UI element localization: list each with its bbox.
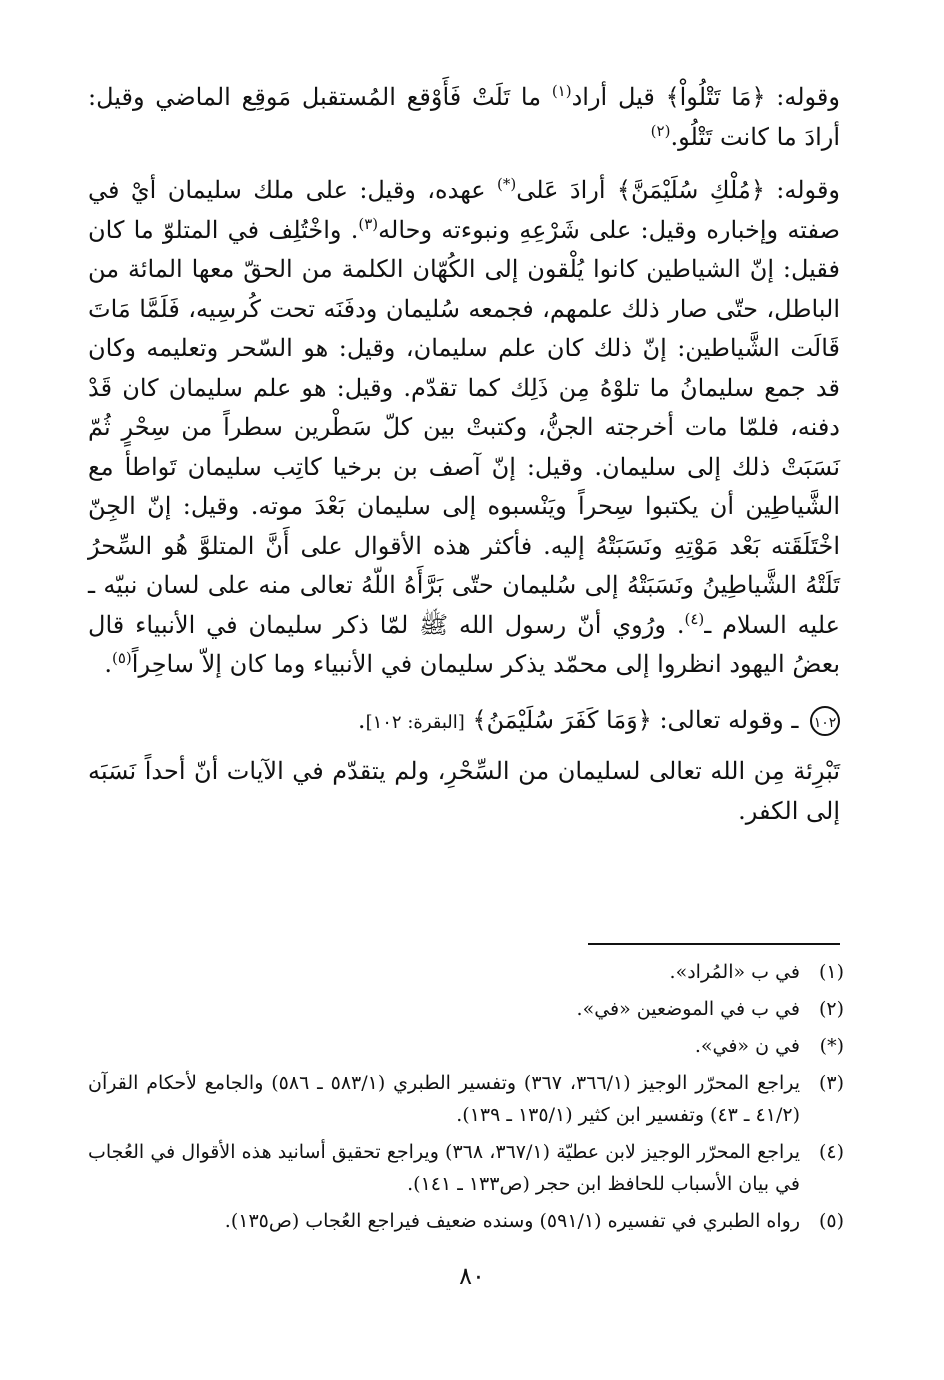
text-run: وقوله: ﴿مُلْكِ سُلَيْمَنَّ﴾ أرادَ عَلى	[516, 176, 841, 204]
main-text	[88, 78, 840, 831]
paragraph-3: تَبْرِئة مِن الله تعالى لسليمان من السِّحْرِ، ولم يتقدّم في الآيات أنّ أحداً نَسَبَه إلى الكفر.	[88, 757, 840, 825]
text-run: . واخْتُلِف في المتلوّ ما كان فقيل: إنّ الشياطين كانوا يُلْقون إلى الكُهّان الكلمة من الحقّ معها المائة من الباطل، حتّى صار ذلك علمهم، فجمعه سُليمان ودفَنَه تحت كُرسِيه، فَلَمَّا مَاتَ قَالَت الشَّياطين: إنّ ذلك كان علم سليمان، وقيل: هو السّحر وتعليمه وكان قد جمع سليمانُ ما تلوْهُ مِن ذَلِك كما تقدّم. وقيل: هو علم سليمان كان قَدْ دفنه، فلمّا مات أخرجته الجنُّ، وكتبتْ بين كلّ سَطْرين سطراً من سِحْرٍ ثُمّ نَسَبَتْ ذلك إلى سليمان. وقيل: إنّ آصف بن برخيا كاتِب سليمان تَواطأ مع الشَّياطِين أن يكتبوا سِحراً ويَنْسبوه إلى سليمان بَعْدَ موته. وقيل: إنّ الجِنّ اخْتَلَقَته بَعْد مَوْتِهِ ونَسَبَتْهُ إليه. فأكثر هذه الأقوال على أَنَّ المتلوَّ هُو السِّحرُ تَلَتْهُ الشَّياطِينُ ونَسَبَتْهُ إلى سُليمان حتّى بَرَّأَهُ اللّهُ تعالى منه على لسان نبيّه ـ عليه السلام ـ	[88, 215, 841, 639]
footnote-text: في ن «في».	[694, 1035, 800, 1057]
footnote-item	[88, 1136, 844, 1200]
page-number: ٨٠	[459, 1262, 485, 1290]
text-run: .	[357, 705, 366, 734]
text-run: . ورُوي أنّ رسول الله ﷺ لمّا ذكر سليمان في الأنبياء قال بعضُ اليهود انظروا إلى محمّد يذكر سليمان في الأنبياء وما كان إلاّ ساحِراً	[88, 610, 840, 678]
footnote-text: رواه الطبري في تفسيره (٥٩١/١) وسنده ضعيف فيراجع العُجاب (ص١٣٥).	[224, 1210, 800, 1232]
footnote-ref: (٣)	[358, 214, 379, 233]
footnote-ref: (٤)	[684, 609, 705, 628]
footnote-text: في ب في الموضعين «في».	[576, 998, 800, 1020]
footnote-number: (٣)	[818, 1072, 844, 1094]
verse-reference: [البقرة: ١٠٢]	[365, 711, 465, 733]
verse-text: ـ وقوله تعالى: ﴿وَمَا كَفَرَ سُلَيْمَنُ﴾	[464, 705, 806, 734]
footnote-text: في ب «المُراد».	[669, 961, 800, 983]
footnote-ref: (٢)	[650, 121, 671, 140]
footnote-text: يراجع المحرّر الوجيز (٣٦٦/١، ٣٦٧) وتفسير الطبري (٥٨٣/١ ـ ٥٨٦) والجامع لأحكام القرآن (٤١/٢ ـ ٤٣) وتفسير ابن كثير (١٣٥/١ ـ ١٣٩).	[88, 1072, 801, 1126]
footnote-ref: (*)	[497, 175, 517, 193]
footnote-divider	[588, 943, 840, 945]
paragraph-2	[88, 171, 840, 685]
footnote-item	[88, 1205, 844, 1237]
ayah-number-icon: ١٠٢	[810, 706, 840, 736]
footnote-number: (٤)	[818, 1141, 844, 1163]
footnote-number: (*)	[819, 1035, 844, 1057]
verse-heading	[88, 701, 840, 743]
footnote-number: (٥)	[818, 1210, 844, 1232]
footnote-ref: (١)	[551, 82, 572, 100]
footnotes	[88, 956, 844, 1242]
footnote-item	[88, 1030, 844, 1062]
footnote-item	[88, 1067, 844, 1131]
text-run: عهده، وقيل: على ملك سليمان أيْ في صفته وإخباره وقيل: على شَرْعِهِ ونبوءته وحاله	[88, 176, 840, 244]
paragraph-1	[88, 78, 840, 157]
footnote-text: يراجع المحرّر الوجيز لابن عطيّة (٣٦٧/١، ٣٦٨) ويراجع تحقيق أسانيد هذه الأقوال في العُجاب في بيان الأسباب للحافظ ابن حجر (ص١٣٣ ـ ١٤١).	[88, 1141, 800, 1195]
footnote-number: (٢)	[818, 998, 844, 1020]
footnote-number: (١)	[818, 961, 844, 983]
text-run: .	[104, 650, 112, 678]
footnote-item	[88, 993, 844, 1025]
text-run: وقوله: ﴿مَا تَتْلُواْ﴾ قيل أراد	[571, 83, 840, 111]
footnote-ref: (٥)	[112, 649, 132, 667]
text-run: ما تَلَتْ فَأَوْقع المُستقبل مَوقِع الماضي وقيل: أرادَ ما كانت تَتْلُو.	[88, 83, 840, 151]
footnote-item	[88, 956, 844, 988]
